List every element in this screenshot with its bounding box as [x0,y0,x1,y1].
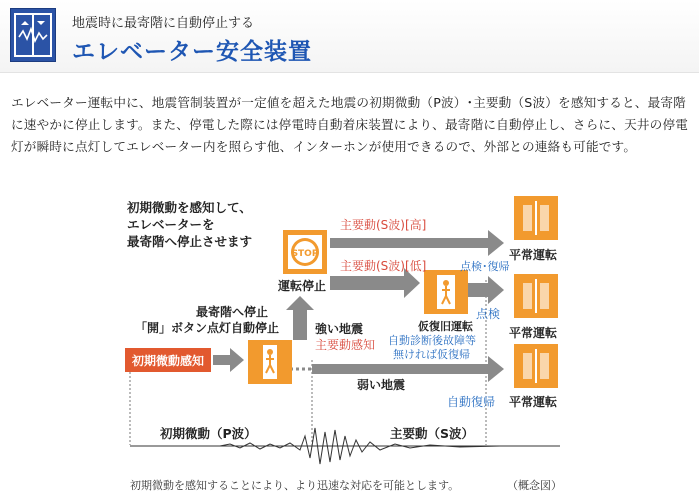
label-inspect-restore: 点検･復帰 [460,260,510,273]
label-normal-operation-1: 平常運転 [509,248,558,262]
label-p-wave: 初期微動（P波） [160,426,257,441]
label-inspect: 点検 [476,307,501,321]
page-subtitle: 地震時に最寄階に自動停止する [72,16,255,31]
arrow-s-high [330,230,504,256]
label-open-button-auto-stop: 「開」ボタン点灯自動停止 [135,321,280,335]
label-self-diagnosis-1: 自動診断後故障等 [388,334,476,347]
stop-sign-text: STOP [291,249,319,259]
badge-p-wave-detected: 初期微動感知 [125,348,211,372]
label-normal-operation-3: 平常運転 [509,395,558,409]
arrow-up-to-stop [286,296,314,340]
elevator-normal-icon-1 [514,196,558,240]
label-normal-operation-2: 平常運転 [509,326,558,340]
intro-line-2: エレベーターを [127,217,215,232]
label-s-wave: 主要動（S波） [390,426,475,441]
page-title: エレベーター安全装置 [72,39,312,65]
label-self-diagnosis-2: 無ければ仮復帰 [393,348,470,361]
label-weak-quake: 弱い地震 [357,378,406,392]
intro-line-3: 最寄階へ停止させます [127,234,253,249]
elevator-normal-icon-3 [514,344,558,388]
diagram-caption-note: （概念図） [507,479,562,492]
elevator-temporary-icon [424,270,468,314]
arrow-p-to-elevator [213,348,244,372]
elevator-normal-icon-2 [514,274,558,318]
label-temporary-restore: 仮復旧運転 [418,320,473,333]
label-nearest-floor-stop: 最寄階へ停止 [196,305,269,319]
description-paragraph: エレベーター運転中に、地震管制装置が一定値を超えた地震の初期微動（P波）･主要動（S波）を感知すると、最寄階に速やかに停止します。また、停電した際には停電時自動着床装置により、最寄階に自動停止し、さらに、天井の停電灯が瞬時に点灯してエレベーター内を照らす他、インターホンが使用できるので、外部との連絡も可能です。 [11,95,689,154]
diagram-caption: 初期微動を感知することにより、より迅速な対応を可能とします。 [130,479,460,492]
label-s-wave-detected: 主要動感知 [315,338,376,352]
label-strong-quake: 強い地震 [315,322,364,336]
elevator-stopped-open-icon [248,340,292,384]
label-s-wave-low: 主要動(S波)[低] [340,259,427,273]
intro-line-1: 初期微動を感知して、 [127,200,252,215]
elevator-stop-icon [283,230,327,274]
label-operation-stop: 運転停止 [278,279,327,293]
label-s-wave-high: 主要動(S波)[高] [340,218,427,232]
label-auto-restore: 自動復帰 [447,395,496,409]
